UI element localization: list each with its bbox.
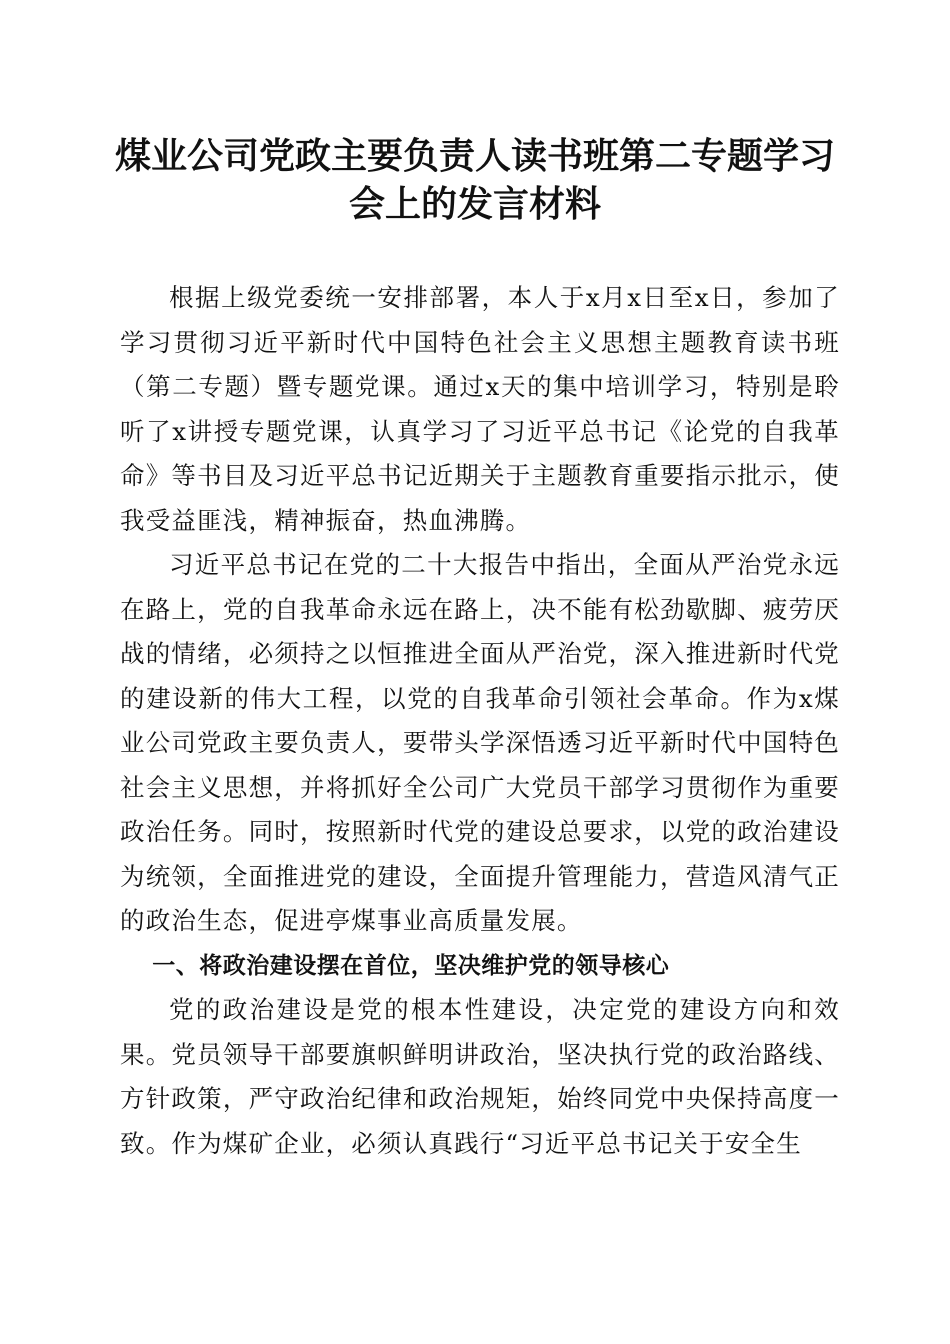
document-body xyxy=(120,276,840,1166)
paragraph-overview: 习近平总书记在党的二十大报告中指出，全面从严治党永远在路上，党的自我革命永远在路上，决不能有松劲歇脚、疲劳厌战的情绪，必须持之以恒推进全面从严治党，深入推进新时代党的建设新的伟大工程，以党的自我革命引领社会革命。作为x煤业公司党政主要负责人，要带头学深悟透习近平新时代中国特色社会主义思想，并将抓好全公司广大党员干部学习贯彻作为重要政治任务。同时，按照新时代党的建设总要求，以党的政治建设为统领，全面推进党的建设，全面提升管理能力，营造风清气正的政治生态，促进亭煤事业高质量发展。 xyxy=(120,550,840,935)
paragraph-intro: 根据上级党委统一安排部署，本人于x月x日至x日，参加了学习贯彻习近平新时代中国特色社会主义思想主题教育读书班（第二专题）暨专题党课。通过x天的集中培训学习，特别是聆听了x讲授专题党课，认真学习了习近平总书记《论党的自我革命》等书目及习近平总书记近期关于主题教育重要指示批示，使我受益匪浅，精神振奋，热血沸腾。 xyxy=(120,283,840,535)
title-line-2: 会上的发言材料 xyxy=(348,183,601,225)
paragraph-section-1: 党的政治建设是党的根本性建设，决定党的建设方向和效果。党员领导干部要旗帜鲜明讲政治，坚决执行党的政治路线、方针政策，严守政治纪律和政治规矩，始终同党中央保持高度一致。作为煤矿企业，必须认真践行“习近平总书记关于安全生 xyxy=(120,995,840,1158)
section-heading-1: 一、将政治建设摆在首位，坚决维护党的领导核心 xyxy=(152,952,670,979)
document-title xyxy=(100,132,850,228)
title-line-1: 煤业公司党政主要负责人读书班第二专题学习 xyxy=(114,135,835,177)
